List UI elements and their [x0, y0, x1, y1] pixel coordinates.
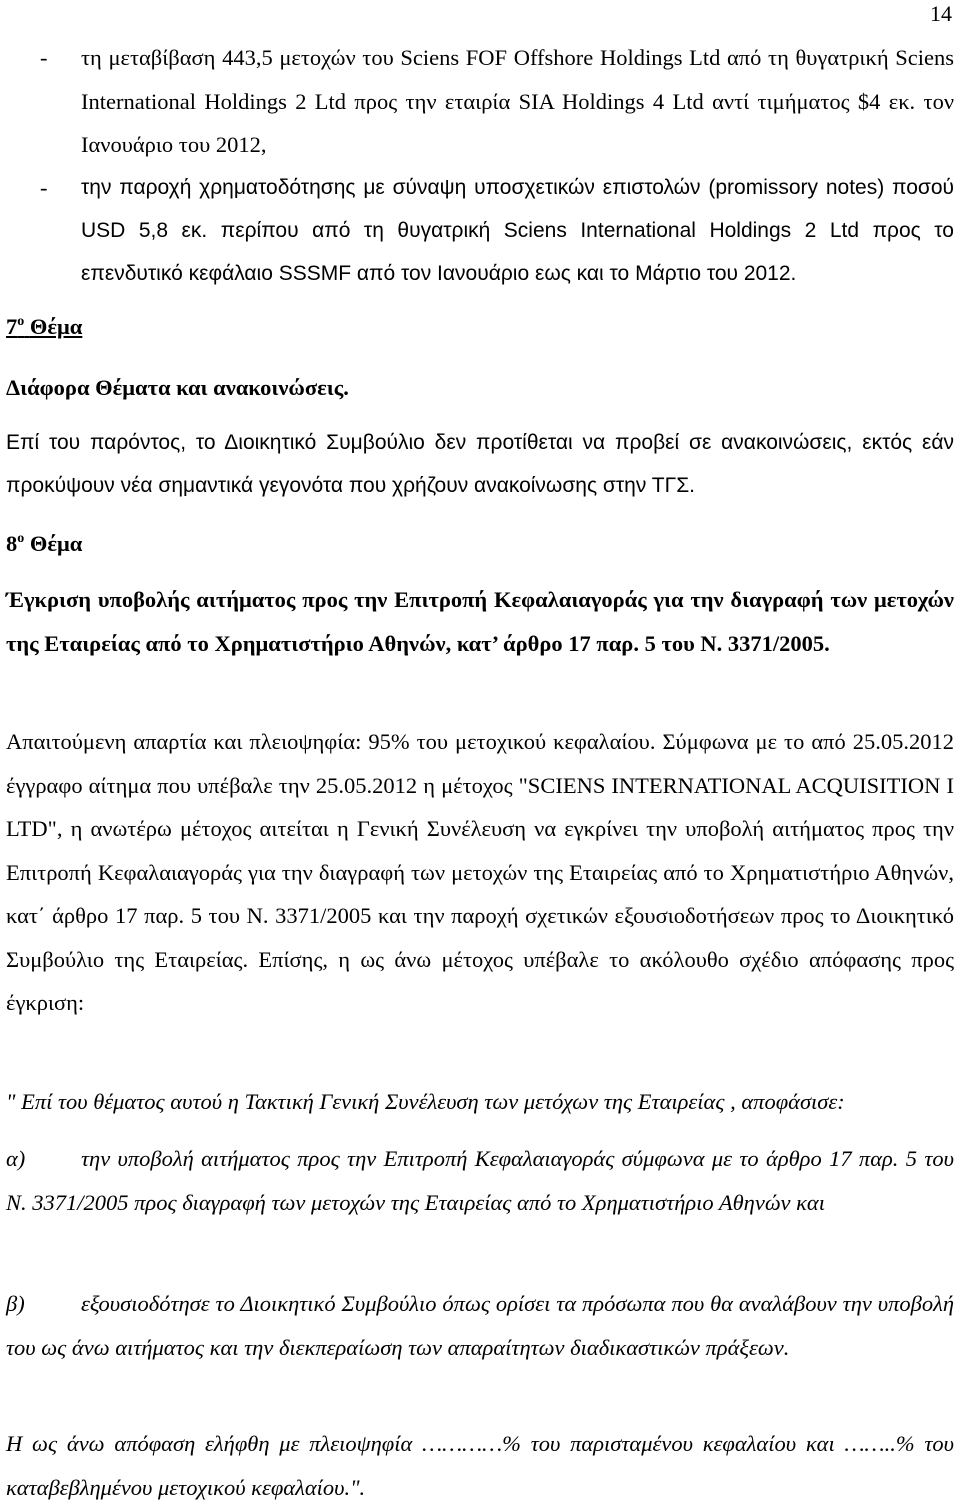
- page-number: 14: [930, 1, 952, 26]
- point-label: β): [6, 1291, 25, 1316]
- section-7-body: Επί του παρόντος, το Διοικητικό Συμβούλιο δεν προτίθεται να προβεί σε ανακοινώσεις, εκτός εάν προκύψουν νέα σημαντικά γεγονότα που χρήζουν ανακοίνωσης στην ΤΓΣ.: [6, 431, 954, 497]
- decision-point-a: [6, 1137, 954, 1224]
- bullet-marker: -: [40, 175, 48, 200]
- decision-intro: " Επί του θέματος αυτού η Τακτική Γενική Συνέλευση των μετόχων της Εταιρείας , αποφάσισε:: [6, 1089, 845, 1114]
- list-item: [6, 36, 954, 167]
- section-7-label: $7^o$ Θέμα: [6, 314, 83, 339]
- bullet-text: την παροχή χρηματοδότησης με σύναψη υποσχετικών επιστολών (promissory notes) ποσού USD 5,8 εκ. περίπου από τη θυγατρική Sciens International Holdings 2 Ltd προς το επενδυτικό κεφάλαιο SSSMF από τον Ιανουάριο εως και το Μάρτιο του 2012.: [81, 176, 954, 285]
- bullet-text: τη μεταβίβαση 443,5 μετοχών του Sciens FOF Offshore Holdings Ltd από τη θυγατρική Sciens International Holdings 2 Ltd προς την εταιρία SIA Holdings 4 Ltd αντί τιμήματος $4 εκ. τον Ιανουάριο του 2012,: [81, 45, 954, 157]
- list-item: [6, 166, 954, 295]
- decision-point-b: [6, 1282, 954, 1369]
- point-text: εξουσιοδότησε το Διοικητικό Συμβούλιο όπως ορίσει τα πρόσωπα που θα αναλάβουν την υποβολή του ως άνω αιτήματος και την διεκπεραίωση των απαραίτητων διαδικαστικών πράξεων.: [6, 1291, 954, 1360]
- section-8-title: Έγκριση υποβολής αιτήματος προς την Επιτροπή Κεφαλαιαγοράς για την διαγραφή των μετοχών της Εταιρείας από το Χρηματιστήριο Αθηνών, κατ’ άρθρο 17 παρ. 5 του Ν. 3371/2005.: [6, 587, 954, 656]
- point-text: την υποβολή αιτήματος προς την Επιτροπή Κεφαλαιαγοράς σύμφωνα με το άρθρο 17 παρ. 5 του Ν. 3371/2005 προς διαγραφή των μετοχών της Εταιρείας από το Χρηματιστήριο Αθηνών και: [6, 1146, 954, 1215]
- point-label: α): [6, 1146, 26, 1171]
- decision-closing: Η ως άνω απόφαση ελήφθη με πλειοψηφία …………% του παρισταμένου κεφαλαίου και ……..% του καταβεβλημένου μετοχικού κεφαλαίου.".: [6, 1431, 954, 1500]
- bullet-marker: -: [40, 45, 48, 70]
- section-8-heading: $8^o$ Θέμα: [6, 531, 83, 556]
- section-7-title: Διάφορα Θέματα και ανακοινώσεις.: [6, 375, 349, 400]
- section-8-body: Απαιτούμενη απαρτία και πλειοψηφία: 95% του μετοχικού κεφαλαίου. Σύμφωνα με το από 25.05.2012 έγγραφο αίτημα που υπέβαλε την 25.05.2012 η μέτοχος "SCIENS INTERNATIONAL ACQUISITION I LTD", η ανωτέρω μέτοχος αιτείται η Γενική Συνέλευση να εγκρίνει την υποβολή αιτήματος προς την Επιτροπή Κεφαλαιαγοράς για την διαγραφή των μετοχών της Εταιρείας από το Χρηματιστήριο Αθηνών, κατ΄ άρθρο 17 παρ. 5 του Ν. 3371/2005 και την παροχή σχετικών εξουσιοδοτήσεων προς το Διοικητικό Συμβούλιο της Εταιρείας. Επίσης, η ως άνω μέτοχος υπέβαλε το ακόλουθο σχέδιο απόφασης προς έγκριση:: [6, 729, 954, 1015]
- section-7-heading: [6, 305, 954, 349]
